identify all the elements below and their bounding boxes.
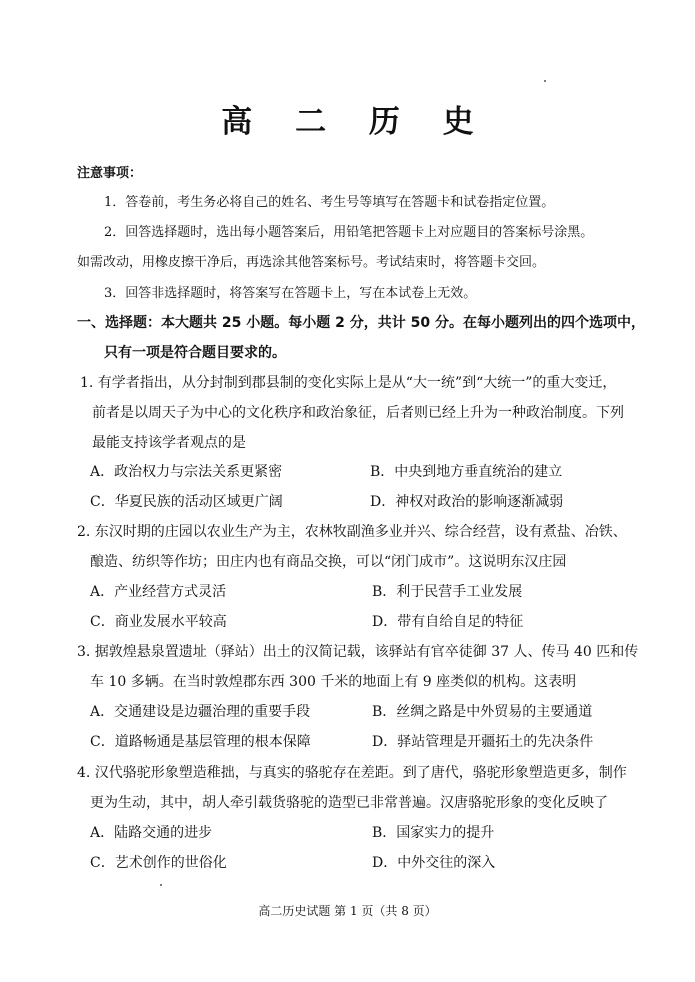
page-footer: 高二历史试题 第 1 页（共 8 页）	[258, 904, 437, 918]
question-1-option-b: B．中央到地方垂直统治的建立	[370, 464, 563, 480]
question-3-option-b: B．丝绸之路是中外贸易的主要通道	[372, 704, 593, 720]
question-4-option-b: B．国家实力的提升	[372, 825, 495, 841]
section-heading: 一、选择题：本大题共 25 小题。每小题 2 分，共计 50 分。在每小题列出的四个选项中，	[77, 315, 645, 331]
question-3-stem-line: 车 10 多辆。在当时敦煌郡东西 300 千米的地面上有 9 座类似的机构。这表明	[90, 674, 577, 690]
question-2-option-c: C．商业发展水平较高	[90, 614, 227, 630]
notice-heading: 注意事项：	[77, 166, 143, 181]
question-1-option-c: C．华夏民族的活动区域更广阔	[90, 494, 283, 510]
scan-speck	[544, 80, 546, 82]
question-3-stem-line: 3. 据敦煌悬泉置遗址（驿站）出土的汉简记载，该驿站有官卒徒御 37 人、传马 40 匹和传	[77, 644, 639, 660]
notice-item-2-cont: 如需改动，用橡皮擦干净后，再选涂其他答案标号。考试结束时，将答题卡交回。	[77, 255, 546, 270]
question-4-option-d: D．中外交往的深入	[372, 855, 496, 871]
question-1-stem-line: 最能支持该学者观点的是	[92, 435, 246, 451]
question-2-option-b: B．利于民营手工业发展	[372, 584, 523, 600]
question-4-stem-line: 更为生动，其中，胡人牵引载货骆驼的造型已非常普遍。汉唐骆驼形象的变化反映了	[90, 795, 608, 811]
section-heading-cont: 只有一项是符合题目要求的。	[104, 345, 286, 361]
question-4-option-c: C．艺术创作的世俗化	[90, 855, 227, 871]
question-1-option-d: D．神权对政治的影响逐渐减弱	[370, 494, 564, 510]
question-4-option-a: A．陆路交通的进步	[90, 825, 213, 841]
notice-item-1: 1．答卷前，考生务必将自己的姓名、考生号等填写在答题卡和试卷指定位置。	[104, 195, 555, 210]
question-4-stem-line: 4. 汉代骆驼形象塑造稚拙，与真实的骆驼存在差距。到了唐代，骆驼形象塑造更多，制作	[77, 765, 627, 781]
question-2-stem-line: 酿造、纺织等作坊；田庄内也有商品交换，可以“闭门成市”。这说明东汉庄园	[90, 554, 567, 570]
notice-item-2: 2．回答选择题时，选出每小题答案后，用铅笔把答题卡上对应题目的答案标号涂黑。	[104, 225, 594, 240]
question-3-option-c: C．道路畅通是基层管理的根本保障	[90, 734, 311, 750]
question-2-option-a: A．产业经营方式灵活	[90, 584, 227, 600]
scan-speck	[160, 884, 162, 886]
question-2-option-d: D．带有自给自足的特征	[372, 614, 524, 630]
question-1-stem-line: 1. 有学者指出，从分封制到郡县制的变化实际上是从“大一统”到“大统一”的重大变迁，	[80, 375, 617, 391]
question-2-stem-line: 2. 东汉时期的庄园以农业生产为主，农林牧副渔多业并兴、综合经营，设有煮盐、冶铁、	[77, 524, 627, 540]
notice-item-3: 3．回答非选择题时，将答案写在答题卡上，写在本试卷上无效。	[104, 286, 477, 301]
question-1-option-a: A．政治权力与宗法关系更紧密	[90, 464, 283, 480]
page-title: 高 二 历 史	[221, 104, 490, 140]
question-3-option-d: D．驿站管理是开疆拓土的先决条件	[372, 734, 594, 750]
question-3-option-a: A．交通建设是边疆治理的重要手段	[90, 704, 311, 720]
question-1-stem-line: 前者是以周天子为中心的文化秩序和政治象征，后者则已经上升为一种政治制度。下列	[92, 405, 624, 421]
